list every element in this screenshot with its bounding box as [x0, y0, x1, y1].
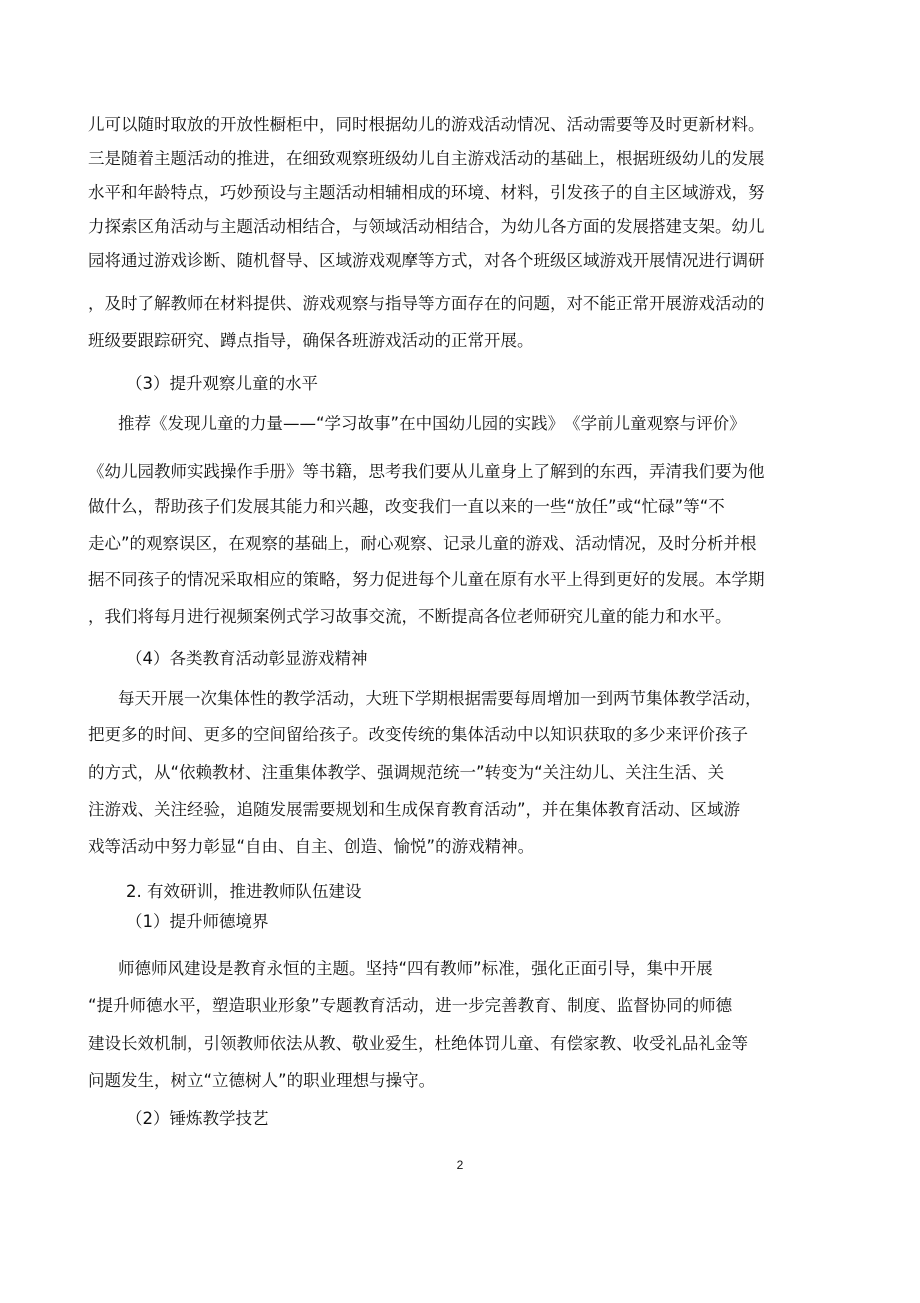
subsection-heading-1: （1）提升师德境界 [126, 912, 269, 931]
body-line-24: “提升师德水平，塑造职业形象”专题教育活动，进一步完善教育、制度、监督协同的师德 [88, 996, 733, 1015]
body-line-19: 注游戏、关注经验，追随发展需要规划和生成保育教育活动”，并在集体教育活动、区域游 [88, 800, 741, 819]
body-line-14: ，我们将每月进行视频案例式学习故事交流，不断提高各位老师研究儿童的能力和水平。 [88, 607, 732, 626]
section-heading-4: （4）各类教育活动彰显游戏精神 [126, 649, 368, 668]
body-line-18: 的方式，从“依赖教材、注重集体教学、强调规范统一”转变为“关注幼儿、关注生活、关 [88, 763, 725, 782]
body-line-25: 建设长效机制，引领教师依法从教、敬业爱生，杜绝体罚儿童、有偿家教、收受礼品礼金等 [88, 1034, 748, 1053]
body-line-26: 问题发生，树立“立德树人”的职业理想与操守。 [88, 1071, 436, 1090]
body-line-10: 《幼儿园教师实践操作手册》等书籍，思考我们要从儿童身上了解到的东西，弄清我们要为他 [88, 462, 765, 481]
body-line-7: 班级要跟踪研究、蹲点指导，确保各班游戏活动的正常开展。 [88, 331, 534, 350]
section-heading-3: （3）提升观察儿童的水平 [126, 374, 318, 393]
body-line-12: 走心”的观察误区，在观察的基础上，耐心观察、记录儿童的游戏、活动情况，及时分析并根 [88, 534, 757, 553]
body-line-3: 水平和年龄特点，巧妙预设与主题活动相辅相成的环境、材料，引发孩子的自主区域游戏，努 [88, 183, 765, 202]
body-line-6: ，及时了解教师在材料提供、游戏观察与指导等方面存在的问题，对不能正常开展游戏活动的 [88, 294, 765, 313]
subsection-heading-2: （2）锤炼教学技艺 [126, 1109, 269, 1128]
section-heading-2: 2. 有效研训，推进教师队伍建设 [126, 882, 362, 901]
body-line-23: 师德师风建设是教育永恒的主题。坚持“四有教师”标准，强化正面引导，集中开展 [118, 959, 713, 978]
body-line-5: 园将通过游戏诊断、随机督导、区域游戏观摩等方式，对各个班级区域游戏开展情况进行调研 [88, 251, 765, 270]
body-line-11: 做什么，帮助孩子们发展其能力和兴趣，改变我们一直以来的一些“放任”或“忙碌”等“不 [88, 497, 725, 516]
body-line-13: 据不同孩子的情况采取相应的策略，努力促进每个儿童在原有水平上得到更好的发展。本学期 [88, 570, 765, 589]
body-line-20: 戏等活动中努力彰显“自由、自主、创造、愉悦”的游戏精神。 [88, 837, 535, 856]
body-line-17: 把更多的时间、更多的空间留给孩子。改变传统的集体活动中以知识获取的多少来评价孩子 [88, 725, 748, 744]
page-number: 2 [456, 1158, 464, 1172]
body-line-16: 每天开展一次集体性的教学活动，大班下学期根据需要每周增加一到两节集体教学活动， [118, 689, 762, 708]
body-line-9: 推荐《发现儿童的力量——“学习故事”在中国幼儿园的实践》 《学前儿童观察与评价》 [118, 414, 746, 433]
body-line-2: 三是随着主题活动的推进，在细致观察班级幼儿自主游戏活动的基础上，根据班级幼儿的发展 [88, 149, 765, 168]
body-line-1: 儿可以随时取放的开放性橱柜中，同时根据幼儿的游戏活动情况、活动需要等及时更新材料。 [88, 115, 765, 134]
body-line-4: 力探索区角活动与主题活动相结合，与领域活动相结合，为幼儿各方面的发展搭建支架。幼儿 [88, 217, 765, 236]
